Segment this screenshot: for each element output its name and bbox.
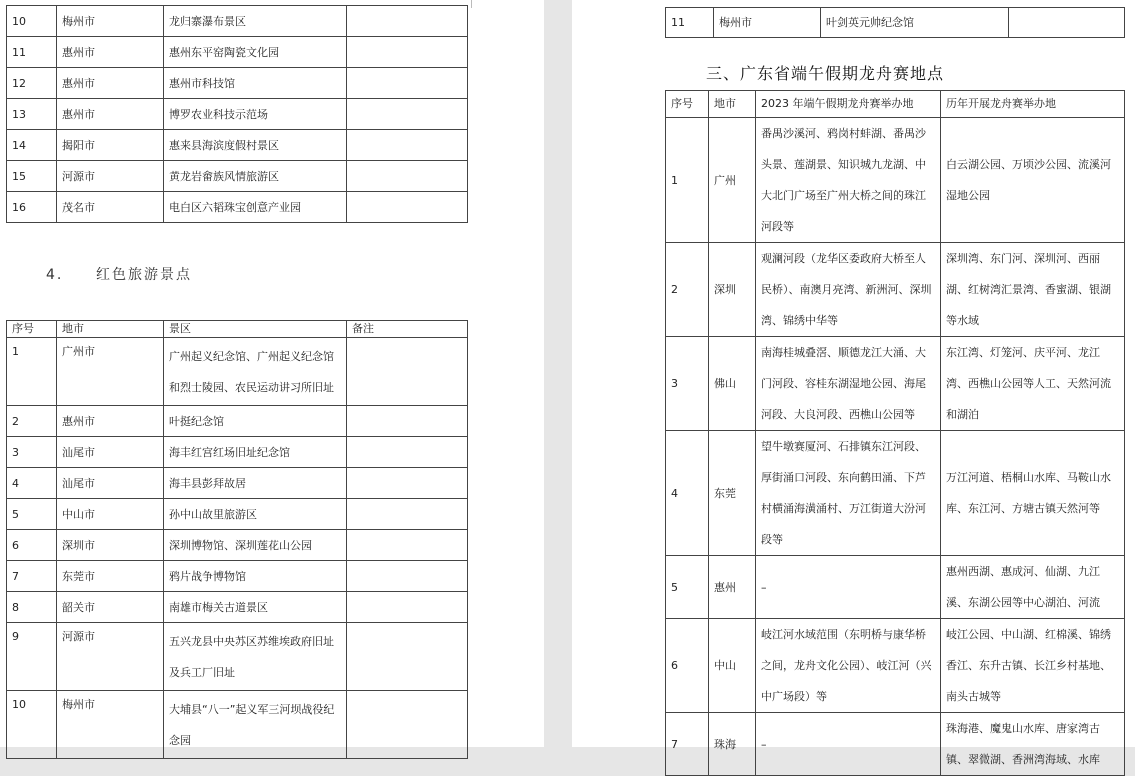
section-title: 红色旅游景点 [96, 267, 192, 283]
row-note [347, 6, 468, 37]
row-note [347, 530, 468, 561]
row-note [347, 192, 468, 223]
row-venue-2023: 观澜河段（龙华区委政府大桥至人民桥）、南澳月亮湾、新洲河、深圳湾、锦绣中华等 [756, 243, 941, 337]
row-number: 11 [666, 8, 714, 38]
row-venue-2023: 望牛墩赛厦河、石排镇东江河段、厚街涌口河段、东向鹤田涌、下芦村横涌海潢涌村、万江街道大汾河段等 [756, 431, 941, 556]
table-row [7, 561, 468, 592]
page-gutter [544, 0, 572, 747]
table-row [7, 530, 468, 561]
table-row [7, 499, 468, 530]
row-venue-2023: 岐江河水域范围（东明桥与康华桥之间，龙舟文化公园）、岐江河（兴中广场段）等 [756, 619, 941, 713]
header-history: 历年开展龙舟赛举办地 [941, 91, 1125, 118]
row-note [347, 99, 468, 130]
row-number: 3 [7, 437, 57, 468]
row-number: 4 [7, 468, 57, 499]
row-number: 8 [7, 592, 57, 623]
table-header-row [666, 91, 1125, 118]
row-note [347, 691, 468, 759]
row-number: 14 [7, 130, 57, 161]
row-note [347, 437, 468, 468]
row-note [347, 561, 468, 592]
section-heading-dragon-boat: 三、广东省端午假期龙舟赛地点 [706, 64, 945, 83]
row-history: 万江河道、梧桐山水库、马鞍山水库、东江河、方塘古镇天然河等 [941, 431, 1125, 556]
row-city: 惠州市 [57, 99, 164, 130]
row-note [1009, 8, 1125, 38]
row-site: 惠州市科技馆 [164, 68, 347, 99]
row-site: 博罗农业科技示范场 [164, 99, 347, 130]
row-number: 6 [666, 619, 709, 713]
table-row [7, 37, 468, 68]
row-number: 5 [666, 556, 709, 619]
row-venue-2023: 南海桂城叠滘、顺德龙江大涌、大门河段、容桂东湖湿地公园、海尾河段、大良河段、西樵山公园等 [756, 337, 941, 431]
row-venue-2023: – [756, 556, 941, 619]
table-row [666, 337, 1125, 431]
row-site: 海丰县彭拜故居 [164, 468, 347, 499]
row-number: 7 [666, 713, 709, 776]
row-number: 10 [7, 6, 57, 37]
table-row [7, 623, 468, 691]
row-site: 叶剑英元帅纪念馆 [821, 8, 1009, 38]
row-note [347, 468, 468, 499]
header-venue-2023: 2023 年端午假期龙舟赛举办地 [756, 91, 941, 118]
row-city: 梅州市 [57, 691, 164, 759]
row-city: 惠州市 [57, 406, 164, 437]
row-site: 深圳博物馆、深圳莲花山公园 [164, 530, 347, 561]
row-site: 惠来县海滨度假村景区 [164, 130, 347, 161]
dragon-boat-venues-table [665, 90, 1125, 776]
row-site: 南雄市梅关古道景区 [164, 592, 347, 623]
table-row [666, 243, 1125, 337]
row-history: 惠州西湖、惠成河、仙湖、九江溪、东湖公园等中心湖泊、河流 [941, 556, 1125, 619]
row-site: 海丰红宫红场旧址纪念馆 [164, 437, 347, 468]
table-header-row [7, 321, 468, 338]
row-number: 1 [666, 118, 709, 243]
row-city: 汕尾市 [57, 437, 164, 468]
row-site: 黄龙岩畲族风情旅游区 [164, 161, 347, 192]
row-city: 梅州市 [714, 8, 821, 38]
row-number: 7 [7, 561, 57, 592]
row-city: 惠州市 [57, 37, 164, 68]
row-city: 揭阳市 [57, 130, 164, 161]
row-city: 河源市 [57, 623, 164, 691]
row-city: 广州 [709, 118, 756, 243]
table-row [666, 556, 1125, 619]
row-note [347, 68, 468, 99]
row-history: 珠海港、魔鬼山水库、唐家湾古镇、翠微湖、香洲湾海域、水库 [941, 713, 1125, 776]
header-note: 备注 [347, 321, 468, 338]
row-number: 11 [7, 37, 57, 68]
row-city: 广州市 [57, 338, 164, 406]
row-site: 惠州东平窑陶瓷文化园 [164, 37, 347, 68]
table-row [7, 192, 468, 223]
row-number: 9 [7, 623, 57, 691]
row-number: 3 [666, 337, 709, 431]
row-number: 2 [666, 243, 709, 337]
row-city: 深圳市 [57, 530, 164, 561]
row-note [347, 592, 468, 623]
row-city: 中山 [709, 619, 756, 713]
row-number: 1 [7, 338, 57, 406]
table-row [7, 130, 468, 161]
row-city: 茂名市 [57, 192, 164, 223]
row-note [347, 37, 468, 68]
header-city: 地市 [57, 321, 164, 338]
scenic-spots-table-continued [6, 5, 468, 223]
row-venue-2023: 番禺沙溪河、鸦岗村蚌湖、番禺沙头景、莲湖景、知识城九龙湖、中大北门广场至广州大桥之间的珠江河段等 [756, 118, 941, 243]
row-city: 中山市 [57, 499, 164, 530]
row-city: 佛山 [709, 337, 756, 431]
row-number: 15 [7, 161, 57, 192]
table-row [666, 8, 1125, 38]
row-note [347, 499, 468, 530]
table-row [666, 431, 1125, 556]
row-city: 韶关市 [57, 592, 164, 623]
row-note [347, 623, 468, 691]
header-city: 地市 [709, 91, 756, 118]
row-city: 惠州 [709, 556, 756, 619]
row-site: 鸦片战争博物馆 [164, 561, 347, 592]
table-row [7, 468, 468, 499]
row-city: 河源市 [57, 161, 164, 192]
row-city: 汕尾市 [57, 468, 164, 499]
row-site: 五兴龙县中央苏区苏维埃政府旧址及兵工厂旧址 [164, 623, 347, 691]
row-site: 孙中山故里旅游区 [164, 499, 347, 530]
header-number: 序号 [666, 91, 709, 118]
table-row [666, 713, 1125, 776]
table-row [666, 619, 1125, 713]
table-row [7, 592, 468, 623]
row-history: 岐江公园、中山湖、红棉溪、锦绣香江、东升古镇、长江乡村基地、南头古城等 [941, 619, 1125, 713]
row-city: 惠州市 [57, 68, 164, 99]
header-number: 序号 [7, 321, 57, 338]
row-history: 白云湖公园、万顷沙公园、流溪河湿地公园 [941, 118, 1125, 243]
row-history: 东江湾、灯笼河、庆平河、龙江湾、西樵山公园等人工、天然河流和湖泊 [941, 337, 1125, 431]
section-heading-red-tourism [46, 264, 192, 284]
red-tourism-table [6, 320, 468, 759]
table-row [7, 6, 468, 37]
row-number: 2 [7, 406, 57, 437]
section-number: 4. [46, 267, 64, 283]
row-number: 4 [666, 431, 709, 556]
table-row [7, 406, 468, 437]
table-row [7, 68, 468, 99]
row-number: 16 [7, 192, 57, 223]
table-row [7, 437, 468, 468]
row-site: 龙归寨瀑布景区 [164, 6, 347, 37]
row-note [347, 406, 468, 437]
row-venue-2023: – [756, 713, 941, 776]
row-city: 珠海 [709, 713, 756, 776]
red-tourism-table-continued [665, 7, 1125, 38]
row-city: 梅州市 [57, 6, 164, 37]
row-site: 大埔县“八一”起义军三河坝战役纪念园 [164, 691, 347, 759]
table-row [7, 99, 468, 130]
row-number: 6 [7, 530, 57, 561]
row-city: 深圳 [709, 243, 756, 337]
row-site: 叶挺纪念馆 [164, 406, 347, 437]
margin-mark [471, 0, 480, 8]
table-row [7, 338, 468, 406]
row-city: 东莞市 [57, 561, 164, 592]
row-note [347, 338, 468, 406]
row-number: 12 [7, 68, 57, 99]
row-note [347, 130, 468, 161]
row-note [347, 161, 468, 192]
table-row [7, 161, 468, 192]
header-site: 景区 [164, 321, 347, 338]
table-row [666, 118, 1125, 243]
row-city: 东莞 [709, 431, 756, 556]
row-history: 深圳湾、东门河、深圳河、西丽湖、红树湾汇景湾、香蜜湖、银湖等水域 [941, 243, 1125, 337]
row-number: 13 [7, 99, 57, 130]
row-site: 电白区六韬珠宝创意产业园 [164, 192, 347, 223]
row-number: 10 [7, 691, 57, 759]
row-site: 广州起义纪念馆、广州起义纪念馆和烈士陵园、农民运动讲习所旧址 [164, 338, 347, 406]
row-number: 5 [7, 499, 57, 530]
table-row [7, 691, 468, 759]
